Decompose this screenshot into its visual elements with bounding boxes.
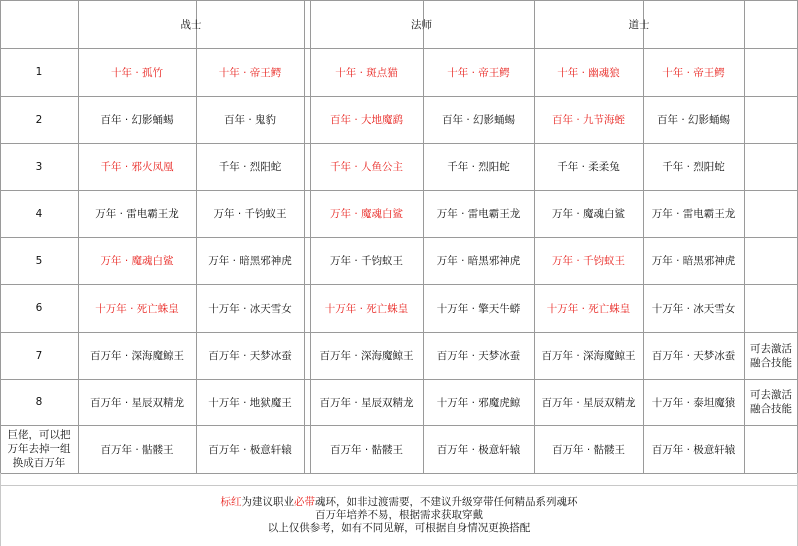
soul-ring-cell: 百万年 · 星辰双精龙 (541, 396, 636, 409)
soul-ring-cell: 百万年 · 骷髅王 (551, 443, 625, 456)
row-label: 2 (35, 113, 43, 126)
row-label: 3 (35, 160, 43, 173)
soul-ring-cell: 十万年 · 邪魔虎鲸 (436, 396, 521, 409)
soul-ring-cell: 十万年 · 死亡蛛皇 (546, 302, 631, 315)
soul-ring-cell: 十万年 · 地狱魔王 (208, 396, 292, 409)
soul-ring-cell: 万年 · 暗黑邪神虎 (651, 255, 736, 267)
row-note: 可去激活融合技能 (750, 389, 792, 415)
soul-ring-cell: 十年 · 孤竹 (110, 66, 163, 79)
row-label: 4 (35, 207, 43, 220)
soul-ring-cell: 百万年 · 骷髅王 (100, 443, 174, 456)
soul-ring-cell: 百万年 · 深海魔鲸王 (89, 350, 184, 362)
soul-ring-cell: 十年 · 帝王鳄 (662, 66, 725, 79)
soul-ring-cell: 千年 · 烈阳蛇 (218, 161, 282, 173)
row-note: 可去激活融合技能 (750, 342, 792, 369)
soul-ring-cell: 十年 · 幽魂狼 (557, 66, 620, 79)
soul-ring-cell: 万年 · 雷电霸王龙 (651, 208, 736, 220)
row-label: 6 (35, 302, 43, 314)
soul-ring-cell: 千年 · 邪火凤凰 (100, 161, 174, 173)
soul-ring-cell: 万年 · 千钧蚁王 (213, 208, 287, 220)
footer-line-1 (221, 496, 578, 509)
soul-ring-cell: 百万年 · 星辰双精龙 (89, 396, 184, 409)
soul-ring-cell: 十万年 · 死亡蛛皇 (324, 302, 409, 315)
row-label: 7 (35, 349, 43, 362)
soul-ring-cell: 百万年 · 天梦冰蚕 (651, 350, 736, 362)
footer-text: 为建议职业 (241, 496, 294, 508)
header-zhanshi: 战士 (180, 18, 202, 31)
soul-ring-cell: 百万年 · 深海魔鲸王 (319, 350, 414, 362)
soul-ring-cell: 万年 · 魔魂白鲨 (551, 208, 625, 220)
soul-ring-cell: 百万年 · 极意轩辕 (436, 443, 521, 456)
soul-ring-cell: 百年 · 大地魔鹞 (329, 114, 403, 126)
footer-notes (0, 485, 798, 546)
soul-ring-cell: 十万年 · 冰天雪女 (651, 302, 736, 315)
footer-line-2: 百万年培养不易，根据需求获取穿戴 (315, 509, 483, 521)
soul-ring-cell: 百万年 · 星辰双精龙 (319, 396, 414, 409)
footer-red-mark: 标红 (220, 496, 242, 508)
row-label: 5 (35, 254, 43, 267)
soul-ring-cell: 百万年 · 天梦冰蚕 (436, 350, 521, 362)
soul-ring-cell: 百年 · 幻影蛹蜴 (441, 114, 515, 126)
soul-ring-cell: 万年 · 雷电霸王龙 (436, 208, 521, 220)
soul-ring-cell: 十万年 · 死亡蛛皇 (95, 302, 179, 315)
soul-ring-cell: 万年 · 魔魂白鲨 (100, 255, 174, 267)
row-label: 1 (35, 66, 43, 78)
header-daoshi: 道士 (628, 18, 650, 31)
soul-ring-cell: 十年 · 斑点猫 (335, 66, 398, 79)
soul-ring-cell: 百年 · 幻影蛹蜴 (656, 114, 730, 126)
soul-ring-cell: 十年 · 帝王鳄 (218, 66, 282, 79)
soul-ring-cell: 百万年 · 极意轩辕 (651, 443, 736, 456)
soul-ring-cell: 十万年 · 冰天雪女 (208, 302, 292, 315)
soul-ring-cell: 万年 · 暗黑邪神虎 (208, 255, 292, 267)
row-label: 巨佬，可以把万年去掉一组换成百万年 (7, 429, 71, 469)
soul-ring-cell: 万年 · 雷电霸王龙 (95, 208, 179, 220)
soul-ring-cell: 百万年 · 深海魔鲸王 (541, 350, 636, 362)
soul-ring-cell: 万年 · 千钧蚁王 (329, 255, 403, 267)
soul-ring-cell: 十万年 · 泰坦魔猿 (651, 396, 736, 409)
soul-ring-cell: 万年 · 千钧蚁王 (551, 255, 625, 267)
soul-ring-cell: 十万年 · 擎天牛蟒 (436, 302, 521, 315)
footer-red-must: 必带 (294, 496, 315, 508)
header-fashi: 法师 (411, 18, 432, 31)
soul-ring-cell: 百万年 · 极意轩辕 (208, 443, 292, 456)
footer-line-3: 以上仅供参考，如有不同见解，可根据自身情况更换搭配 (267, 522, 531, 534)
soul-ring-cell: 百年 · 幻影蛹蜴 (100, 114, 174, 126)
row-label: 8 (35, 396, 43, 408)
soul-ring-cell: 千年 · 柔柔兔 (557, 161, 620, 173)
soul-ring-cell: 千年 · 烈阳蛇 (662, 161, 725, 173)
soul-ring-cell: 万年 · 魔魂白鲨 (329, 208, 403, 220)
soul-ring-cell: 十年 · 帝王鳄 (447, 66, 510, 79)
soul-ring-cell: 千年 · 烈阳蛇 (447, 161, 510, 173)
soul-ring-cell: 万年 · 暗黑邪神虎 (436, 255, 521, 267)
soul-ring-cell: 百万年 · 天梦冰蚕 (208, 350, 292, 362)
soul-ring-cell: 百年 · 九节海蛭 (551, 114, 625, 126)
soul-ring-cell: 百万年 · 骷髅王 (329, 443, 403, 456)
soul-ring-cell: 百年 · 鬼豹 (223, 114, 276, 126)
footer-text: 魂环，如非过渡需要，不建议升级穿带任何精品系列魂环 (315, 496, 578, 508)
soul-ring-cell: 千年 · 人鱼公主 (329, 161, 403, 173)
